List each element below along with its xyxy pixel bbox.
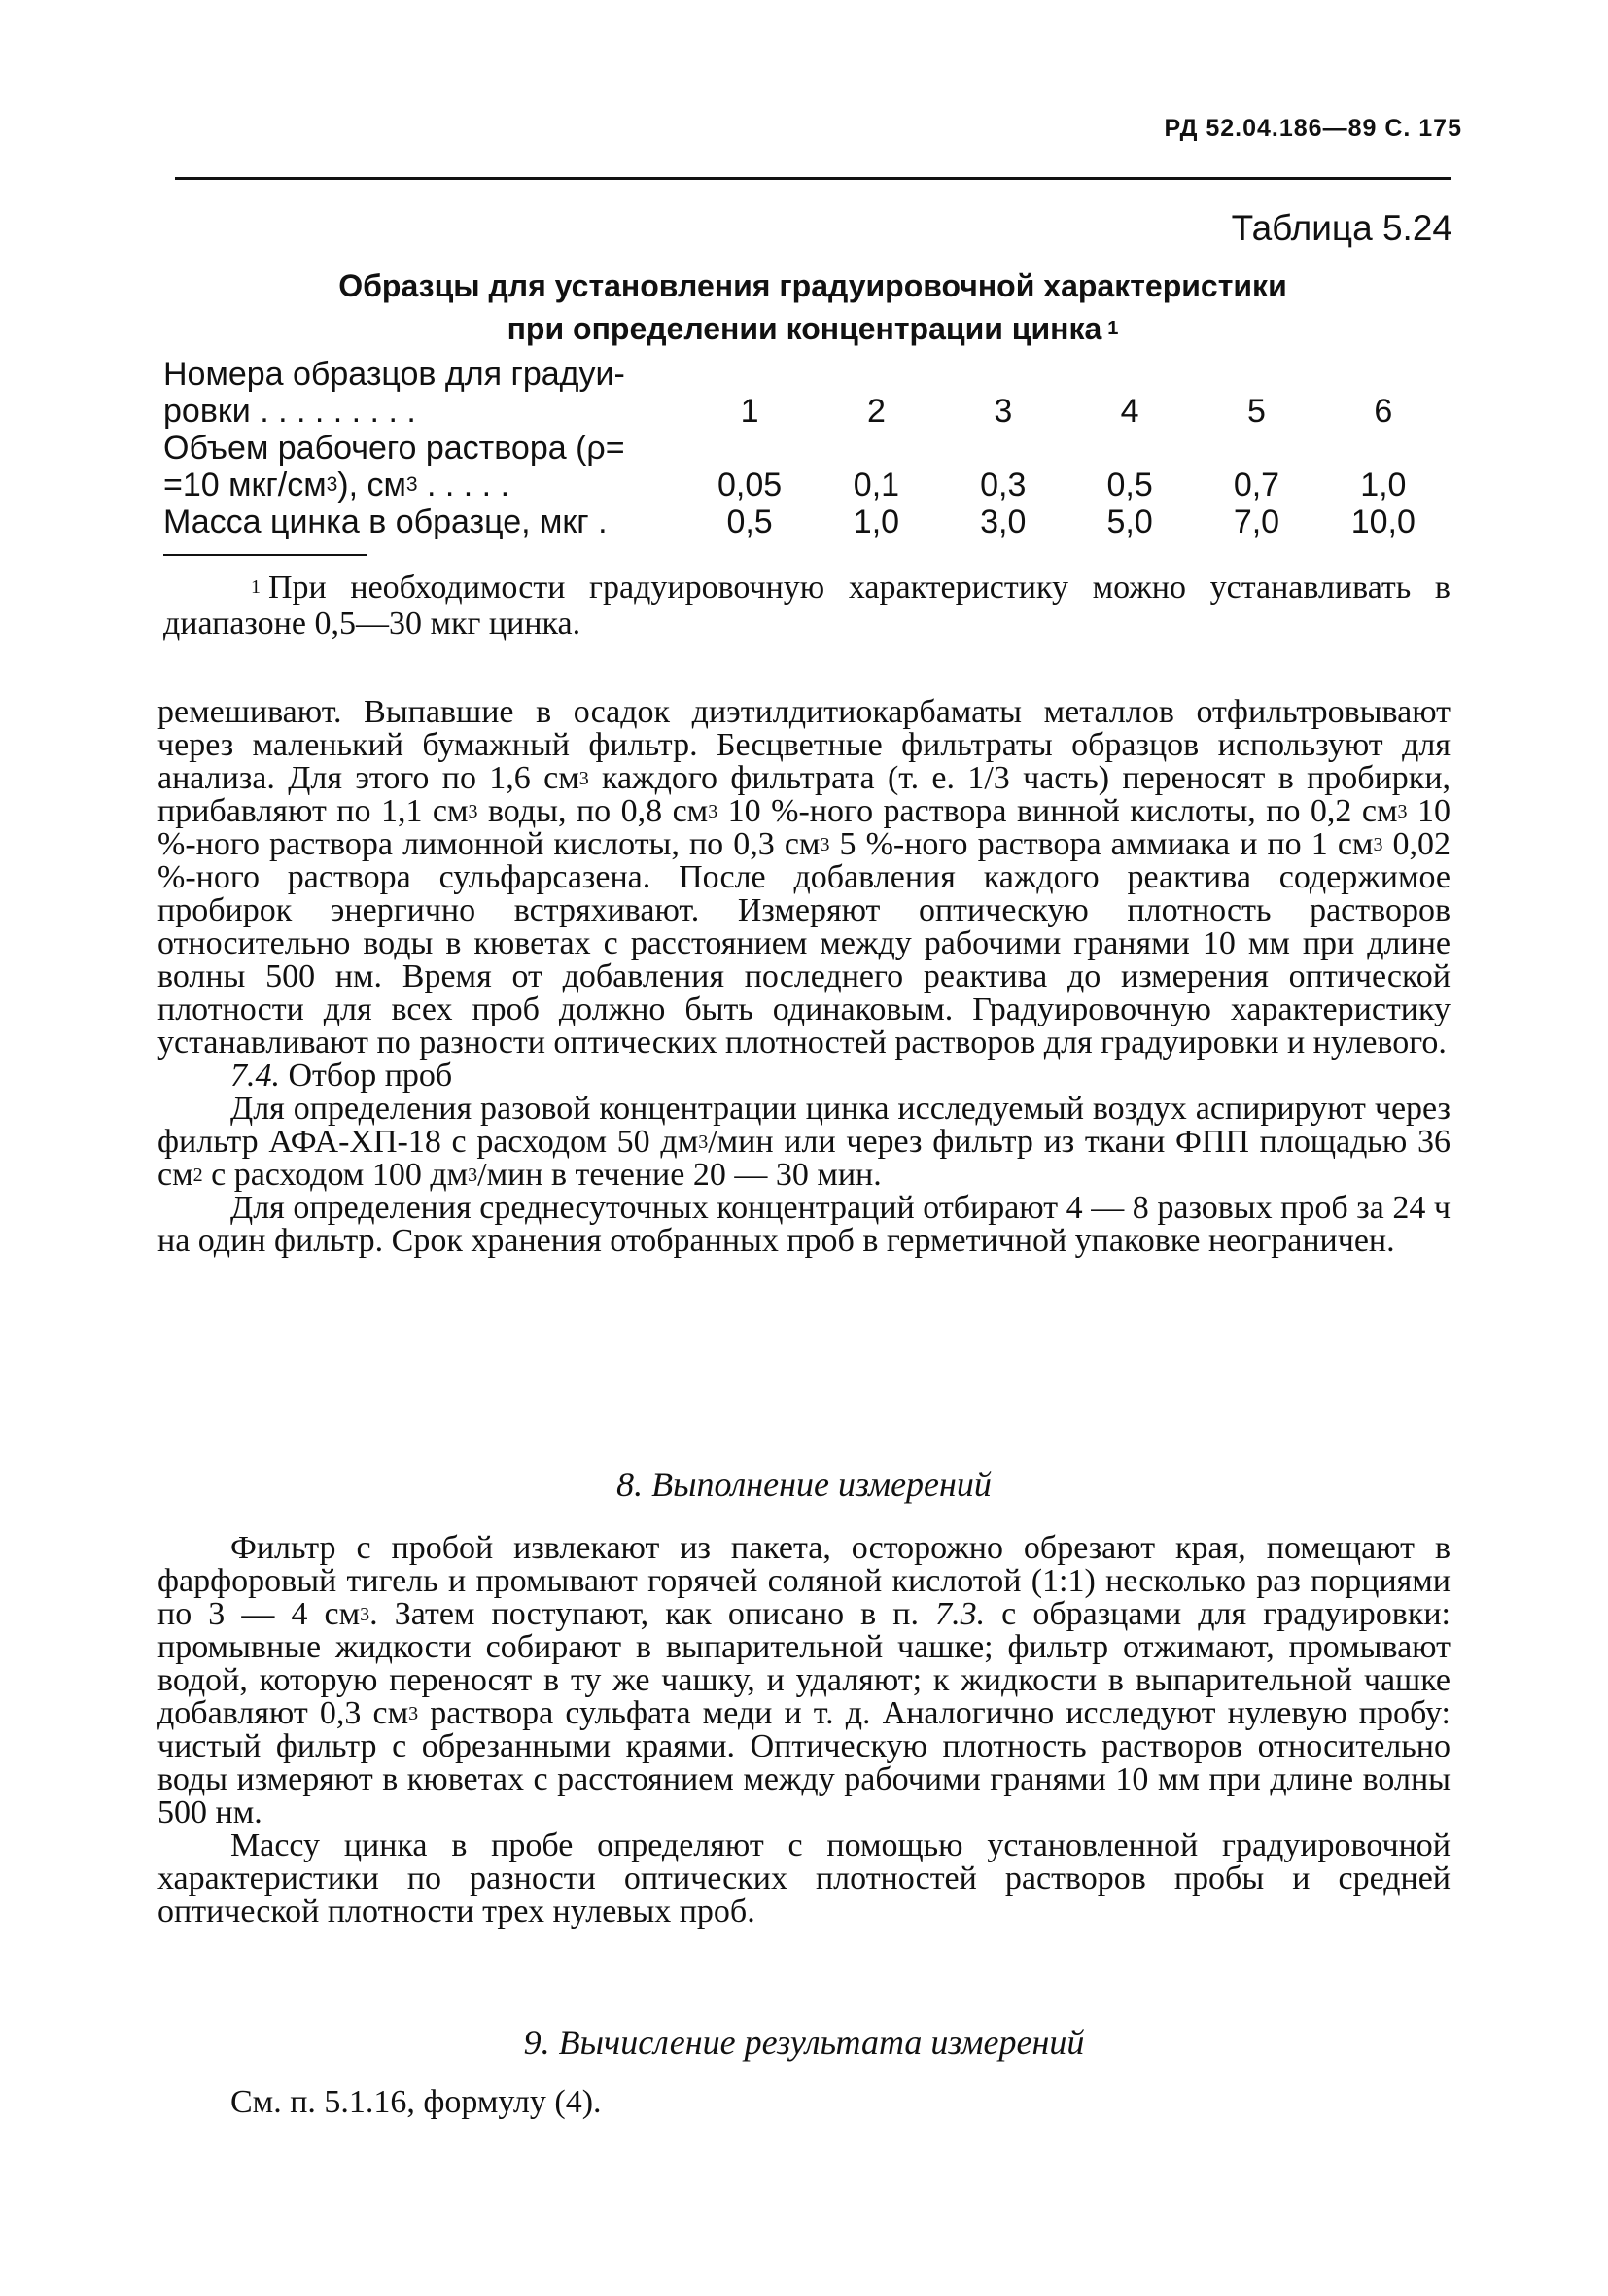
table-title xyxy=(175,264,1451,350)
table-cell: 2 xyxy=(866,393,886,430)
row-label-line: Номера образцов для градуи- xyxy=(163,356,625,393)
section-heading-8: 8. Выполнение измерений xyxy=(616,1465,992,1504)
row-label xyxy=(163,356,686,430)
table-cell: 0,5 xyxy=(1106,467,1153,504)
paragraph xyxy=(157,1532,1451,1829)
header-rule xyxy=(175,177,1451,180)
table-number: Таблица 5.24 xyxy=(1231,208,1452,248)
superscript: 3 xyxy=(326,473,338,496)
superscript: 3 xyxy=(1373,834,1383,855)
row-label-part: ), см xyxy=(337,467,406,504)
superscript: 2 xyxy=(192,1165,203,1186)
superscript: 3 xyxy=(405,473,418,496)
text-run: 0,02 %-ного раствора сульфарсазена. После добавления каждого реактива содержимое пробирок энергично встряхивают. Измеряют оптическую плотность растворов относительно воды в кюветах с расстоянием между рабочими гранями 10 мм при длине волны 500 нм. Время от добавления последнего реактива до измерения оптической плотности для всех проб должно быть одинаковым. Градуировочную характеристику устанавливают по разности оптических плотностей растворов для градуировки и нулевого. xyxy=(157,826,1451,1061)
subsection-heading-7-4 xyxy=(157,1060,1451,1093)
row-label-line xyxy=(163,467,686,504)
text-run: 10 %-ного раствора лимонной кислоты, по 0,3 см xyxy=(157,793,1451,862)
section-reference: 7.3. xyxy=(935,1596,986,1632)
table-cell: 3,0 xyxy=(980,504,1027,540)
section-8-text xyxy=(157,1532,1451,1929)
text-run: Фильтр с пробой извлекают из пакета, осторожно обрезают края, помещают в фарфоровый тигель и промывают горячей соляной кислотой (1:1) несколько раз порциями по 3 — 4 см xyxy=(157,1530,1451,1632)
text-run: 10 %-ного раствора винной кислоты, по 0,2 см xyxy=(717,793,1398,829)
superscript: 3 xyxy=(408,1703,419,1724)
paragraph: Для определения среднесуточных концентраций отбирают 4 — 8 разовых проб за 24 ч на один фильтр. Срок хранения отобранных проб в герметичной упаковке неограничен. xyxy=(157,1190,1451,1259)
row-label: Масса цинка в образце, мкг . xyxy=(163,504,608,540)
superscript: 3 xyxy=(468,801,478,822)
paragraph: Массу цинка в пробе определяют с помощью установленной градуировочной характеристики по разности оптических плотностей растворов пробы и средней оптической плотности трех нулевых проб. xyxy=(157,1827,1451,1930)
paragraph: См. п. 5.1.16, формулу (4). xyxy=(230,2084,602,2120)
table-cell: 0,05 xyxy=(717,467,783,504)
superscript: 3 xyxy=(708,801,718,822)
text-run: раствора сульфата меди и т. д. Аналогично исследуют нулевую пробу: чистый фильтр с обрезанными краями. Оптическую плотность растворов относительно воды измеряют в кюветах с расстоянием между рабочими гранями 10 мм при длине волны 500 нм. xyxy=(157,1695,1451,1830)
paragraph xyxy=(157,1093,1451,1192)
table-cell: 0,3 xyxy=(980,467,1027,504)
text-run: с расходом 100 дм xyxy=(202,1157,469,1193)
calibration-table xyxy=(163,356,1447,540)
text-run: ремешивают. Выпавшие в осадок диэтилдитиокарбаматы металлов отфильтровывают через маленький бумажный фильтр. Бесцветные фильтраты образцов используют для анализа. Для этого по 1,6 см xyxy=(157,694,1451,796)
table-row xyxy=(163,504,1447,540)
table-cell: 0,7 xyxy=(1233,467,1280,504)
table-cell: 5 xyxy=(1247,393,1266,430)
row-label-line: Объем рабочего раствора (ρ= xyxy=(163,430,625,467)
text-run: . Затем поступают, как описано в п. xyxy=(369,1596,936,1632)
table-cell: 3 xyxy=(994,393,1013,430)
table-title-line1: Образцы для установления градуировочной характеристики xyxy=(338,268,1287,303)
table-cell: 1,0 xyxy=(1360,467,1407,504)
superscript: 3 xyxy=(468,1165,478,1186)
row-label xyxy=(163,430,686,504)
table-cell: 10,0 xyxy=(1350,504,1416,540)
table-cell: 5,0 xyxy=(1106,504,1153,540)
section-number: 7.4. xyxy=(230,1058,280,1094)
table-cell: 7,0 xyxy=(1233,504,1280,540)
table-cell: 0,1 xyxy=(853,467,900,504)
table-footnote xyxy=(163,570,1451,642)
table-cell: 6 xyxy=(1374,393,1393,430)
superscript: 3 xyxy=(578,768,589,789)
text-run: с образцами для градуировки: промывные жидкости собирают в выпарительной чашке; фильтр отжимают, промывают водой, которую переносят в ту же чашку, и удаляют; к жидкости в выпарительной чашке добавляют 0,3 см xyxy=(157,1596,1451,1731)
text-run: 5 %-ного раствора аммиака и по 1 см xyxy=(829,826,1374,862)
row-label-part: . . . . . xyxy=(417,467,510,504)
row-label-part: =10 мкг/см xyxy=(163,467,327,504)
footnote-rule xyxy=(163,554,367,556)
superscript: 3 xyxy=(820,834,830,855)
table-cell: 0,5 xyxy=(726,504,773,540)
paragraph xyxy=(157,696,1451,1060)
superscript: 3 xyxy=(360,1604,370,1625)
table-cell: 4 xyxy=(1120,393,1139,430)
section-heading-9: 9. Вычисление результата измерений xyxy=(523,2023,1085,2062)
superscript: 3 xyxy=(1397,801,1408,822)
text-run: /мин или через фильтр из ткани ФПП площадью 36 см xyxy=(157,1124,1451,1193)
footnote-mark: 1 xyxy=(251,576,261,598)
table-title-line2 xyxy=(175,307,1451,350)
text-run: воды, по 0,8 см xyxy=(477,793,709,829)
text-run: /мин в течение 20 — 30 мин. xyxy=(477,1157,882,1193)
text-run: каждого фильтрата (т. е. 1/3 часть) переносят в пробирки, прибавляют по 1,1 см xyxy=(157,760,1451,829)
text-run: Для определения разовой концентрации цинка исследуемый воздух аспирируют через фильтр АФА-ХП-18 с расходом 50 дм xyxy=(157,1091,1451,1160)
section-9-text xyxy=(157,2086,1451,2119)
page-header-code: РД 52.04.186—89 С. 175 xyxy=(1164,115,1462,142)
footnote-text: При необходимости градуировочную характеристику можно устанавливать в диапазоне 0,5—30 мкг цинка. xyxy=(163,570,1451,642)
table-title-footnote-mark: 1 xyxy=(1107,318,1119,339)
table-cell: 1,0 xyxy=(853,504,900,540)
table-title-line2-text: при определении концентрации цинка xyxy=(507,311,1102,346)
section-title: Отбор проб xyxy=(280,1058,453,1094)
table-row xyxy=(163,356,1447,430)
row-label-line: ровки . . . . . . . . . xyxy=(163,393,416,430)
table-cell: 1 xyxy=(740,393,759,430)
continuation-text xyxy=(157,696,1451,1258)
superscript: 3 xyxy=(698,1131,709,1153)
table-row xyxy=(163,430,1447,504)
